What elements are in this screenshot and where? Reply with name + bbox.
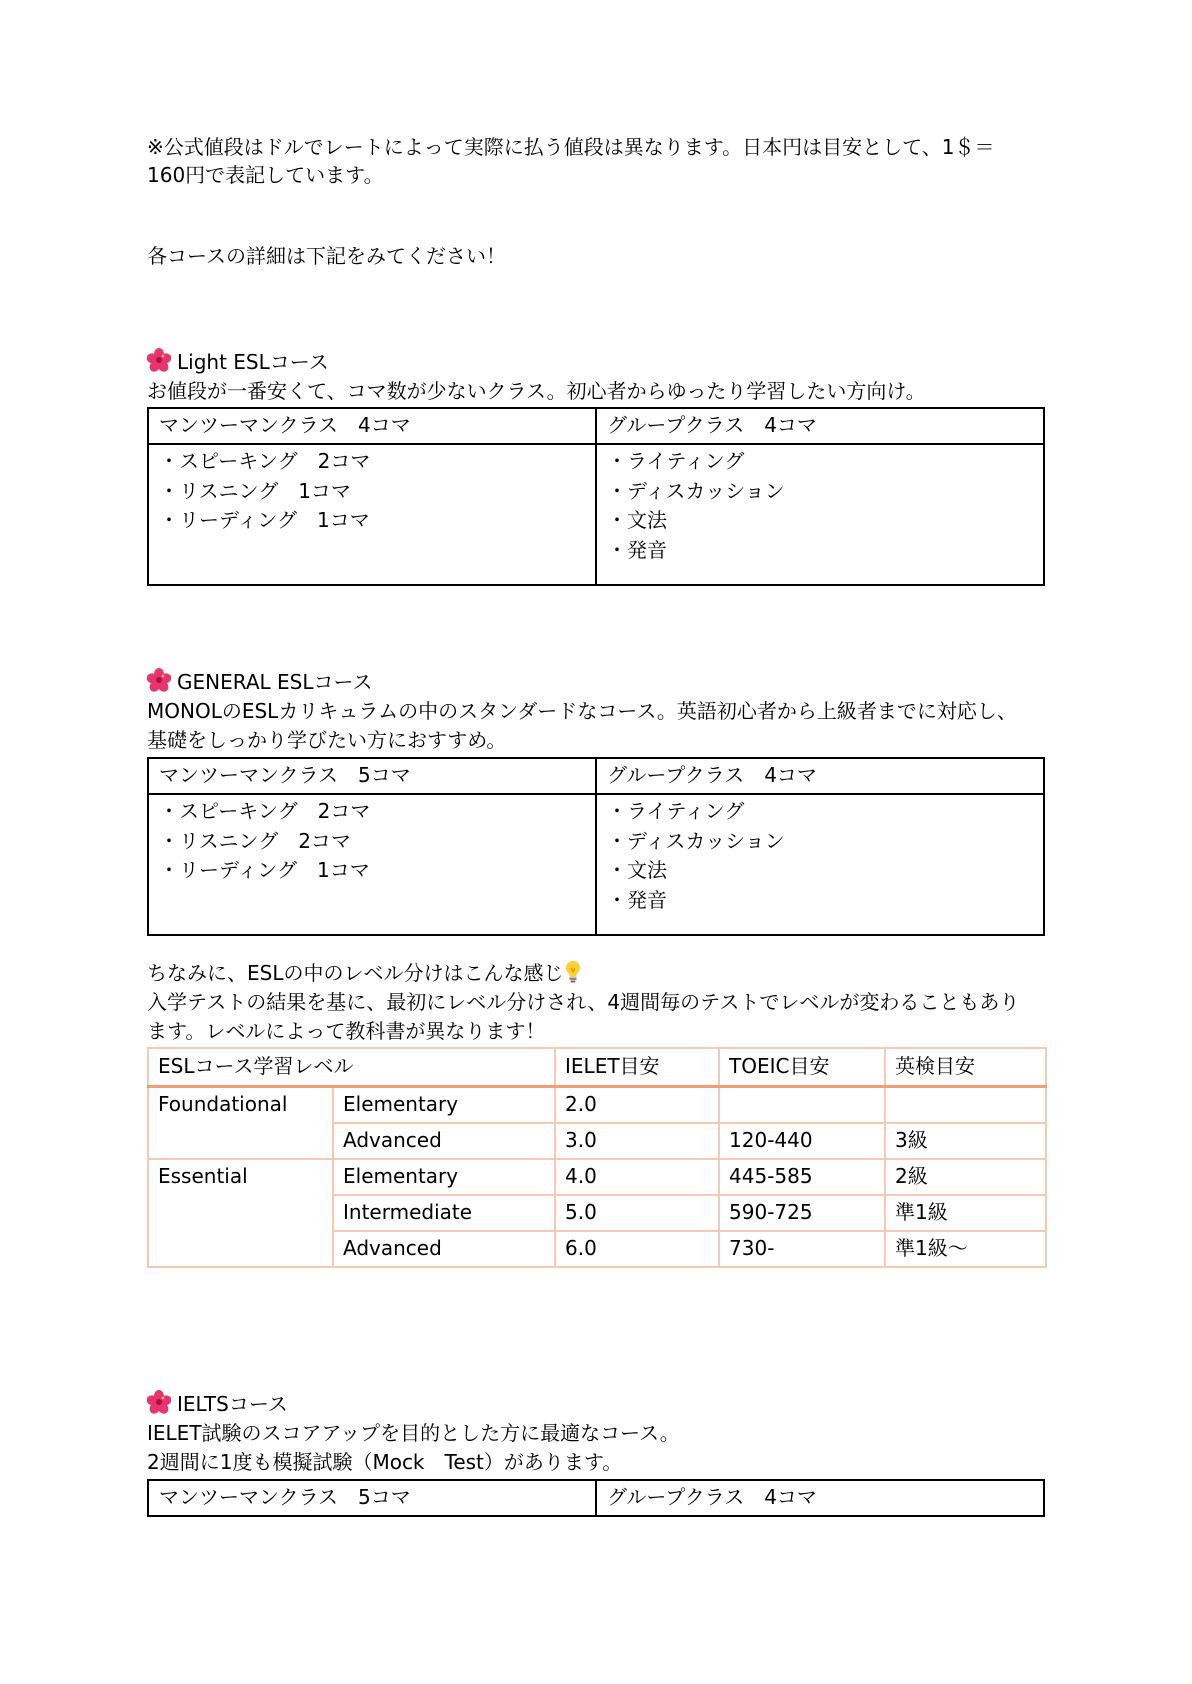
list-item: ・ライティング xyxy=(607,449,745,473)
light-esl-title xyxy=(147,348,329,377)
one-on-one-header: マンツーマンクラス 5コマ xyxy=(148,1480,596,1516)
ielts-cell: 6.0 xyxy=(555,1231,719,1267)
group-header: グループクラス 4コマ xyxy=(596,1480,1044,1516)
ielts-cell: 4.0 xyxy=(555,1159,719,1195)
group-header: グループクラス 4コマ xyxy=(596,408,1044,444)
price-note-line-1: ※公式値段はドルでレートによって実際に払う値段は異なります。日本円は目安として、1＄＝ xyxy=(147,135,995,159)
table-header-row xyxy=(148,1048,1046,1087)
eiken-cell: 2級 xyxy=(885,1159,1046,1195)
eiken-cell: 準1級～ xyxy=(885,1231,1046,1267)
light-esl-title-text: Light ESLコース xyxy=(177,350,329,374)
level-cell: Advanced xyxy=(333,1231,555,1267)
general-esl-table xyxy=(147,757,1045,936)
levels-intro-text: ちなみに、ESLの中のレベル分けはこんな感じ xyxy=(147,961,564,985)
details-note: 各コースの詳細は下記をみてください！ xyxy=(147,244,506,268)
header-toeic: TOEIC目安 xyxy=(719,1048,885,1087)
levels-intro-line-2: 入学テストの結果を基に、最初にレベル分けされ、4週間毎のテストでレベルが変わることもあり xyxy=(147,990,1020,1014)
hibiscus-icon xyxy=(147,348,171,372)
list-item: ・発音 xyxy=(607,887,667,912)
list-item: ・スピーキング 2コマ xyxy=(159,449,371,473)
list-item: ・ディスカッション xyxy=(607,828,785,853)
list-item: ・リスニング 2コマ xyxy=(159,828,351,853)
level-cell: Advanced xyxy=(333,1123,555,1159)
one-on-one-header: マンツーマンクラス 4コマ xyxy=(148,408,596,444)
one-on-one-items xyxy=(148,444,596,585)
table-row xyxy=(148,1159,1046,1195)
general-esl-description-2: 基礎をしっかり学びたい方におすすめ。 xyxy=(147,728,507,752)
lightbulb-icon xyxy=(565,960,581,984)
level-cell: Elementary xyxy=(333,1087,555,1124)
ielts-description-1: IELET試験のスコアアップを目的とした方に最適なコース。 xyxy=(147,1421,680,1445)
list-item: ・リスニング 1コマ xyxy=(159,478,351,503)
one-on-one-header: マンツーマンクラス 5コマ xyxy=(148,758,596,794)
levels-intro-line-1 xyxy=(147,959,581,988)
level-cell: Intermediate xyxy=(333,1195,555,1231)
general-esl-description-1: MONOLのESLカリキュラムの中のスタンダードなコース。英語初心者から上級者までに対応し、 xyxy=(147,699,1017,723)
ielts-description-2: 2週間に1度も模擬試験（Mock Test）があります。 xyxy=(147,1450,623,1474)
esl-level-table xyxy=(147,1047,1047,1268)
light-esl-table xyxy=(147,407,1045,586)
header-ielts: IELET目安 xyxy=(555,1048,719,1087)
toeic-cell: 120-440 xyxy=(719,1123,885,1159)
ielts-table xyxy=(147,1479,1045,1517)
list-item: ・ライティング xyxy=(607,799,745,823)
eiken-cell xyxy=(885,1087,1046,1124)
general-esl-title xyxy=(147,668,372,697)
ielts-title-text: IELTSコース xyxy=(177,1392,288,1416)
ielts-title xyxy=(147,1390,288,1419)
list-item: ・リーディング 1コマ xyxy=(159,858,370,882)
level-cell: Elementary xyxy=(333,1159,555,1195)
hibiscus-icon xyxy=(147,1390,171,1414)
ielts-cell: 2.0 xyxy=(555,1087,719,1124)
header-esl-level: ESLコース学習レベル xyxy=(148,1048,555,1087)
eiken-cell: 準1級 xyxy=(885,1195,1046,1231)
toeic-cell: 730- xyxy=(719,1231,885,1267)
header-eiken: 英検目安 xyxy=(885,1048,1046,1087)
group-header: グループクラス 4コマ xyxy=(596,758,1044,794)
eiken-cell: 3級 xyxy=(885,1123,1046,1159)
list-item: ・ディスカッション xyxy=(607,478,785,503)
one-on-one-items xyxy=(148,794,596,935)
toeic-cell: 445-585 xyxy=(719,1159,885,1195)
hibiscus-icon xyxy=(147,668,171,692)
list-item: ・リーディング 1コマ xyxy=(159,508,370,532)
general-esl-title-text: GENERAL ESLコース xyxy=(177,670,373,694)
ielts-cell: 5.0 xyxy=(555,1195,719,1231)
list-item: ・発音 xyxy=(607,537,667,562)
group-essential: Essential xyxy=(148,1159,333,1267)
list-item: ・スピーキング 2コマ xyxy=(159,799,371,823)
levels-intro-line-3: ます。レベルによって教科書が異なります！ xyxy=(147,1019,546,1043)
group-items xyxy=(596,794,1044,935)
toeic-cell xyxy=(719,1087,885,1124)
table-row xyxy=(148,1087,1046,1124)
ielts-cell: 3.0 xyxy=(555,1123,719,1159)
list-item: ・文法 xyxy=(607,858,667,882)
toeic-cell: 590-725 xyxy=(719,1195,885,1231)
group-foundational: Foundational xyxy=(148,1087,333,1160)
group-items xyxy=(596,444,1044,585)
list-item: ・文法 xyxy=(607,508,667,532)
light-esl-description: お値段が一番安くて、コマ数が少ないクラス。初心者からゆったり学習したい方向け。 xyxy=(147,379,926,403)
price-note-line-2: 160円で表記しています。 xyxy=(147,163,384,187)
